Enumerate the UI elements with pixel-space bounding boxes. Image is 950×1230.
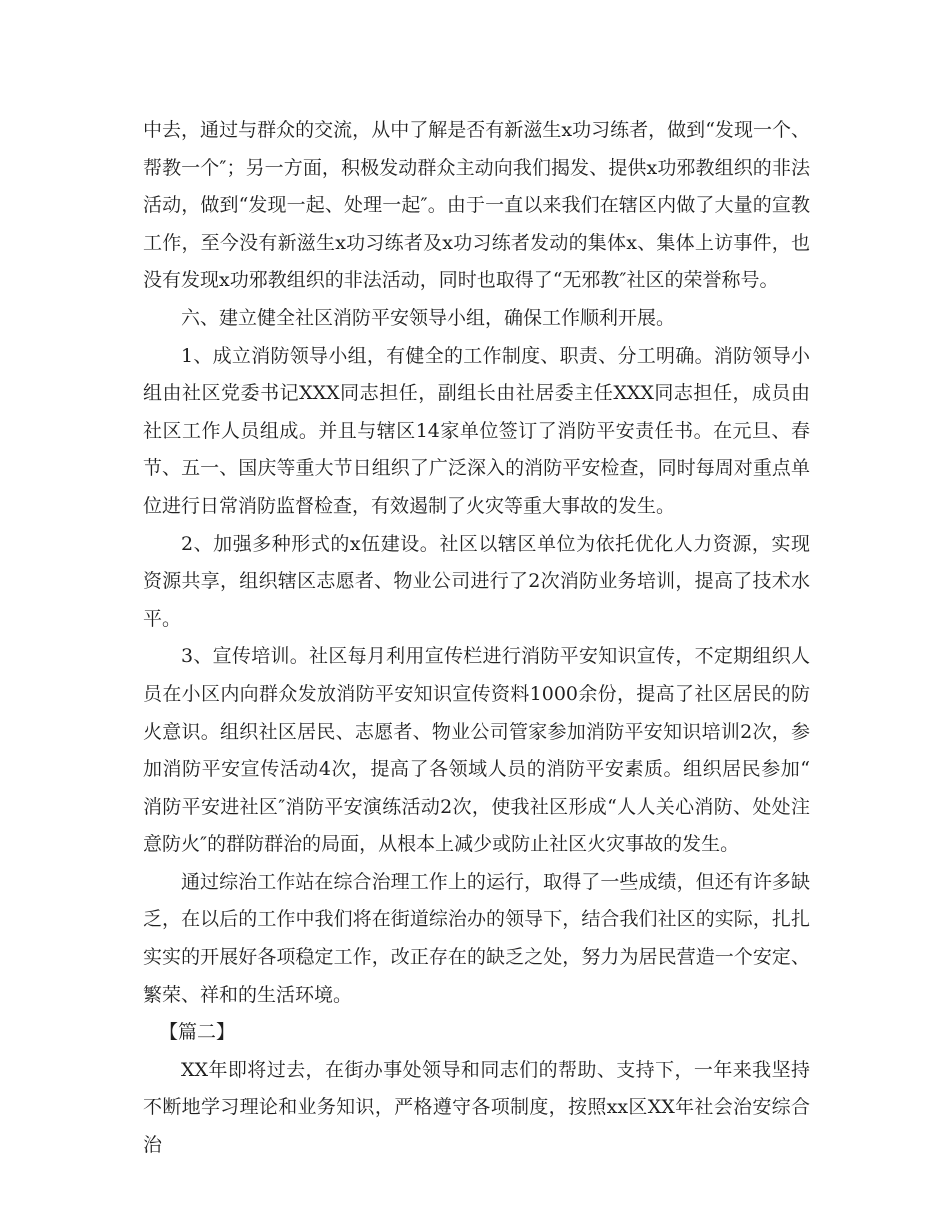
paragraph-team-building: 2、加强多种形式的x伍建设。社区以辖区单位为依托优化人力资源，实现资源共享，组织辖区志愿者、物业公司进行了2次消防业务培训，提高了技术水平。 bbox=[143, 532, 810, 630]
paragraph-fire-leadership-group: 1、成立消防领导小组，有健全的工作制度、职责、分工明确。消防领导小组由社区党委书记XXX同志担任，副组长由社居委主任XXX同志担任，成员由社区工作人员组成。并且与辖区14家单位签订了消防平安责任书。在元旦、春节、五一、国庆等重大节日组织了广泛深入的消防平安检查，同时每周对重点单位进行日常消防监督检查，有效遏制了火灾等重大事故的发生。 bbox=[143, 344, 810, 517]
paragraph-part-two-intro: XX年即将过去，在街办事处领导和同志们的帮助、支持下，一年来我坚持不断地学习理论和业务知识，严格遵守各项制度，按照xx区XX年社会治安综合治 bbox=[143, 1058, 810, 1157]
document-body bbox=[143, 112, 810, 1165]
section-heading-part-two: 【篇二】 bbox=[159, 1021, 236, 1044]
paragraph-fire-safety-heading: 六、建立健全社区消防平安领导小组，确保工作顺利开展。 bbox=[181, 306, 676, 329]
paragraph-falun-propaganda: 中去，通过与群众的交流，从中了解是否有新滋生x功习练者，做到“发现一个、帮教一个″；另一方面，积极发动群众主动向我们揭发、提供x功邪教组织的非法活动，做到“发现一起、处理一起″。由于一直以来我们在辖区内做了大量的宣教工作，至今没有新滋生x功习练者及x功习练者发动的集体x、集体上访事件，也没有发现x功邪教组织的非法活动，同时也取得了“无邪教″社区的荣誉称号。 bbox=[143, 119, 810, 292]
paragraph-publicity-training: 3、宣传培训。社区每月利用宣传栏进行消防平安知识宣传，不定期组织人员在小区内向群众发放消防平安知识宣传资料1000余份，提高了社区居民的防火意识。组织社区居民、志愿者、物业公司管家参加消防平安知识培训2次，参加消防平安宣传活动4次，提高了各领域人员的消防平安素质。组织居民参加“消防平安进社区″消防平安演练活动2次，使我社区形成“人人关心消防、处处注意防火″的群防群治的局面，从根本上减少或防止社区火灾事故的发生。 bbox=[143, 645, 810, 856]
paragraph-conclusion: 通过综治工作站在综合治理工作上的运行，取得了一些成绩，但还有许多缺乏，在以后的工作中我们将在街道综治办的领导下，结合我们社区的实际，扎扎实实的开展好各项稳定工作，改正存在的缺乏之处，努力为居民营造一个安定、繁荣、祥和的生活环境。 bbox=[143, 870, 810, 1006]
